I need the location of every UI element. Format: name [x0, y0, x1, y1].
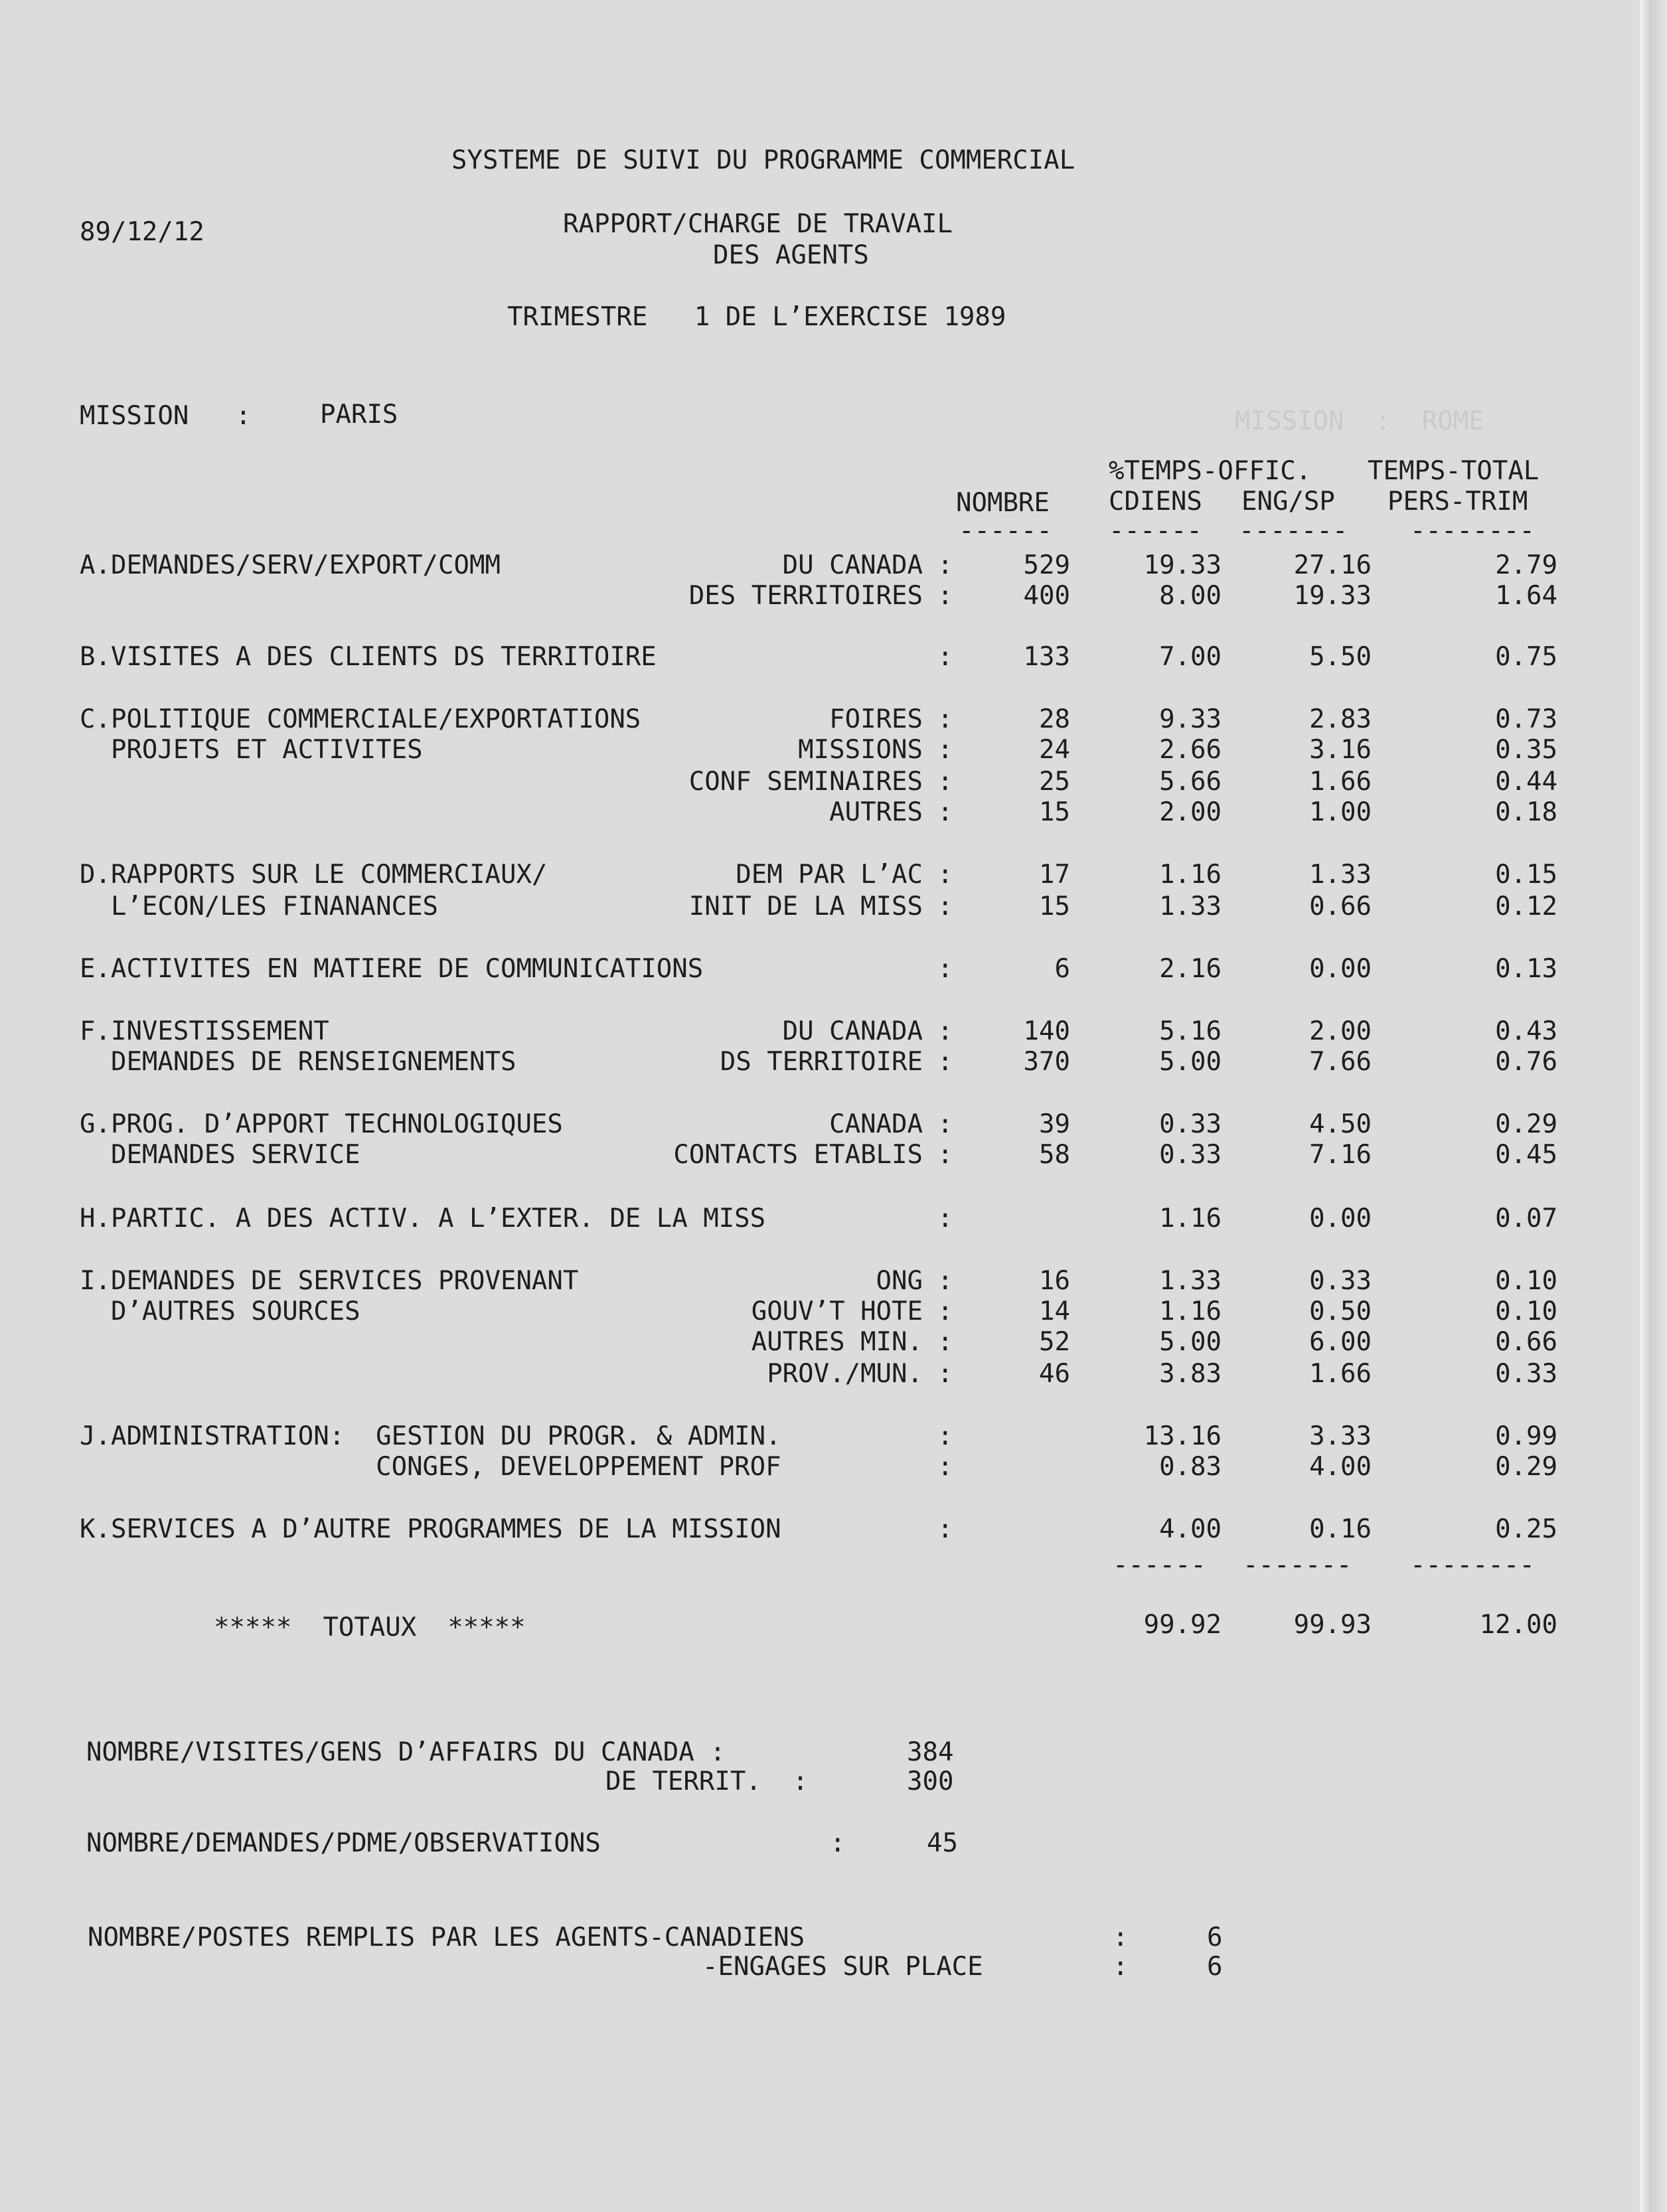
- row-colon: :: [937, 1047, 953, 1077]
- mission-value: PARIS: [320, 400, 398, 430]
- row-main-label: CONGES, DEVELOPPEMENT PROF: [80, 1452, 781, 1482]
- row-pers: 0.44: [1495, 767, 1557, 797]
- row-colon: :: [937, 642, 953, 672]
- row-colon: :: [937, 1327, 953, 1357]
- row-main-label: C.POLITIQUE COMMERCIALE/EXPORTATIONS: [80, 704, 641, 734]
- row-sub-label: CONTACTS ETABLIS: [673, 1140, 923, 1170]
- row-nombre: 17: [1039, 860, 1070, 890]
- row-pers: 1.64: [1495, 581, 1557, 611]
- row-cdiens: 2.00: [1159, 797, 1222, 827]
- row-sub-label: AUTRES MIN.: [751, 1327, 923, 1357]
- row-cdiens: 4.00: [1159, 1514, 1222, 1544]
- row-pers: 0.45: [1495, 1140, 1557, 1170]
- totals-cdiens: 99.92: [1143, 1610, 1222, 1640]
- visits-label-canada: NOMBRE/VISITES/GENS D’AFFAIRS DU CANADA :: [86, 1737, 726, 1767]
- column-header-nombre: NOMBRE: [956, 488, 1050, 518]
- row-engsp: 27.16: [1293, 550, 1372, 580]
- row-nombre: 46: [1039, 1359, 1070, 1389]
- row-nombre: 133: [1023, 642, 1070, 672]
- totals-rule-cdiens: ------: [1113, 1550, 1206, 1580]
- column-header-engsp: ENG/SP: [1241, 487, 1335, 516]
- row-nombre: 140: [1023, 1016, 1070, 1046]
- row-pers: 0.07: [1495, 1204, 1557, 1233]
- row-sub-label: ONG: [876, 1266, 923, 1296]
- row-pers: 0.10: [1495, 1266, 1557, 1296]
- row-cdiens: 2.66: [1159, 735, 1222, 765]
- row-sub-label: DEM PAR L’AC: [736, 860, 923, 890]
- row-pers: 0.73: [1495, 704, 1557, 734]
- row-nombre: 39: [1039, 1109, 1070, 1139]
- row-cdiens: 1.33: [1159, 892, 1222, 921]
- row-sub-label: GOUV’T HOTE: [751, 1297, 923, 1326]
- row-engsp: 7.66: [1309, 1047, 1372, 1077]
- row-pers: 0.35: [1495, 735, 1557, 765]
- totals-rule-pers: --------: [1410, 1550, 1535, 1580]
- demandes-value: 45: [927, 1828, 958, 1858]
- row-colon: :: [937, 704, 953, 734]
- row-main-label: G.PROG. D’APPORT TECHNOLOGIQUES: [80, 1109, 563, 1139]
- row-engsp: 1.00: [1309, 797, 1372, 827]
- row-main-label: K.SERVICES A D’AUTRE PROGRAMMES DE LA MISSION: [80, 1514, 781, 1544]
- row-engsp: 1.66: [1309, 1359, 1372, 1389]
- row-sub-label: PROV./MUN.: [767, 1359, 923, 1389]
- row-engsp: 19.33: [1293, 581, 1372, 611]
- column-header-pct: %TEMPS-OFFIC.: [1109, 456, 1312, 486]
- column-rule-pers: --------: [1410, 516, 1535, 546]
- row-main-label: D.RAPPORTS SUR LE COMMERCIAUX/: [80, 860, 548, 890]
- totals-pers: 12.00: [1479, 1610, 1557, 1640]
- row-pers: 0.13: [1495, 954, 1557, 984]
- row-engsp: 0.16: [1309, 1514, 1372, 1544]
- row-pers: 0.25: [1495, 1514, 1557, 1544]
- row-engsp: 3.16: [1309, 735, 1372, 765]
- row-engsp: 4.00: [1309, 1452, 1372, 1482]
- row-cdiens: 1.16: [1159, 1204, 1222, 1233]
- row-sub-label: AUTRES: [829, 797, 923, 827]
- row-nombre: 24: [1039, 735, 1070, 765]
- row-colon: :: [937, 581, 953, 611]
- report-period: TRIMESTRE 1 DE L’EXERCISE 1989: [507, 302, 1006, 332]
- column-rule-engsp: -------: [1239, 516, 1348, 546]
- row-pers: 0.29: [1495, 1109, 1557, 1139]
- postes-value-canadiens: 6: [1207, 1923, 1223, 1952]
- row-colon: :: [937, 1016, 953, 1046]
- row-sub-label: INIT DE LA MISS: [688, 892, 923, 921]
- row-engsp: 3.33: [1309, 1421, 1372, 1451]
- row-main-label: B.VISITES A DES CLIENTS DS TERRITOIRE: [80, 642, 657, 672]
- row-nombre: 16: [1039, 1266, 1070, 1296]
- row-engsp: 1.66: [1309, 767, 1372, 797]
- row-sub-label: MISSIONS: [798, 735, 923, 765]
- totals-rule-engsp: -------: [1243, 1550, 1352, 1580]
- row-main-label: D’AUTRES SOURCES: [80, 1297, 360, 1326]
- column-header-cdiens: CDIENS: [1109, 487, 1202, 516]
- demandes-colon: :: [830, 1828, 846, 1858]
- row-engsp: 5.50: [1309, 642, 1372, 672]
- row-engsp: 6.00: [1309, 1327, 1372, 1357]
- row-main-label: DEMANDES SERVICE: [80, 1140, 360, 1170]
- row-cdiens: 9.33: [1159, 704, 1222, 734]
- row-cdiens: 13.16: [1143, 1421, 1222, 1451]
- postes-colon-1: :: [1113, 1923, 1129, 1952]
- column-rule-nombre: ------: [959, 516, 1052, 546]
- row-nombre: 28: [1039, 704, 1070, 734]
- row-main-label: J.ADMINISTRATION: GESTION DU PROGR. & ADMIN.: [80, 1421, 781, 1451]
- demandes-label: NOMBRE/DEMANDES/PDME/OBSERVATIONS: [86, 1828, 601, 1858]
- row-sub-label: DES TERRITOIRES: [688, 581, 923, 611]
- report-title-line-2: DES AGENTS: [713, 240, 869, 270]
- row-sub-label: DU CANADA: [782, 550, 923, 580]
- row-sub-label: DU CANADA: [782, 1016, 923, 1046]
- postes-colon-2: :: [1113, 1952, 1129, 1982]
- row-sub-label: CONF SEMINAIRES: [688, 767, 923, 797]
- show-through-text: MISSION : ROME: [1235, 406, 1484, 436]
- row-colon: :: [937, 892, 953, 921]
- row-main-label: L’ECON/LES FINANANCES: [80, 892, 439, 921]
- row-colon: :: [937, 797, 953, 827]
- row-engsp: 0.50: [1309, 1297, 1372, 1326]
- row-cdiens: 5.00: [1159, 1327, 1222, 1357]
- visits-value-canada: 384: [907, 1737, 954, 1767]
- report-date: 89/12/12: [80, 217, 204, 247]
- visits-label-territ: DE TERRIT. :: [605, 1767, 809, 1796]
- row-pers: 0.29: [1495, 1452, 1557, 1482]
- row-nombre: 25: [1039, 767, 1070, 797]
- row-colon: :: [937, 1140, 953, 1170]
- row-main-label: H.PARTIC. A DES ACTIV. A L’EXTER. DE LA MISS: [80, 1204, 766, 1233]
- row-cdiens: 0.83: [1159, 1452, 1222, 1482]
- row-cdiens: 3.83: [1159, 1359, 1222, 1389]
- row-colon: :: [937, 860, 953, 890]
- row-colon: :: [937, 550, 953, 580]
- row-main-label: PROJETS ET ACTIVITES: [80, 735, 423, 765]
- row-nombre: 52: [1039, 1327, 1070, 1357]
- row-engsp: 0.00: [1309, 954, 1372, 984]
- row-nombre: 529: [1023, 550, 1070, 580]
- row-cdiens: 19.33: [1143, 550, 1222, 580]
- row-nombre: 370: [1023, 1047, 1070, 1077]
- totals-label: ***** TOTAUX *****: [214, 1613, 526, 1642]
- row-nombre: 14: [1039, 1297, 1070, 1326]
- row-pers: 0.75: [1495, 642, 1557, 672]
- row-engsp: 2.00: [1309, 1016, 1372, 1046]
- row-colon: :: [937, 1297, 953, 1326]
- row-cdiens: 1.33: [1159, 1266, 1222, 1296]
- row-cdiens: 1.16: [1159, 1297, 1222, 1326]
- row-pers: 0.99: [1495, 1421, 1557, 1451]
- system-title: SYSTEME DE SUIVI DU PROGRAMME COMMERCIAL: [451, 145, 1075, 175]
- row-cdiens: 0.33: [1159, 1140, 1222, 1170]
- row-colon: :: [937, 954, 953, 984]
- row-colon: :: [937, 1514, 953, 1544]
- row-main-label: A.DEMANDES/SERV/EXPORT/COMM: [80, 550, 501, 580]
- row-pers: 0.43: [1495, 1016, 1557, 1046]
- postes-label-canadiens: NOMBRE/POSTES REMPLIS PAR LES AGENTS-CANADIENS: [88, 1923, 805, 1952]
- visits-value-territ: 300: [907, 1767, 954, 1796]
- row-engsp: 0.66: [1309, 892, 1372, 921]
- mission-label: MISSION :: [80, 401, 252, 431]
- row-nombre: 15: [1039, 892, 1070, 921]
- row-colon: :: [937, 735, 953, 765]
- row-cdiens: 5.00: [1159, 1047, 1222, 1077]
- row-engsp: 2.83: [1309, 704, 1372, 734]
- row-main-label: DEMANDES DE RENSEIGNEMENTS: [80, 1047, 516, 1077]
- row-pers: 0.15: [1495, 860, 1557, 890]
- row-nombre: 6: [1054, 954, 1070, 984]
- row-colon: :: [937, 1359, 953, 1389]
- row-pers: 0.33: [1495, 1359, 1557, 1389]
- row-cdiens: 2.16: [1159, 954, 1222, 984]
- row-engsp: 1.33: [1309, 860, 1372, 890]
- row-colon: :: [937, 1109, 953, 1139]
- column-header-pers: PERS-TRIM: [1388, 487, 1528, 516]
- row-engsp: 0.00: [1309, 1204, 1372, 1233]
- row-cdiens: 0.33: [1159, 1109, 1222, 1139]
- postes-value-place: 6: [1207, 1952, 1223, 1982]
- row-nombre: 15: [1039, 797, 1070, 827]
- row-pers: 0.66: [1495, 1327, 1557, 1357]
- postes-label-place: -ENGAGES SUR PLACE: [702, 1952, 983, 1982]
- row-engsp: 0.33: [1309, 1266, 1372, 1296]
- row-sub-label: FOIRES: [829, 704, 923, 734]
- row-nombre: 58: [1039, 1140, 1070, 1170]
- row-colon: :: [937, 1204, 953, 1233]
- row-pers: 2.79: [1495, 550, 1557, 580]
- column-rule-cdiens: ------: [1109, 516, 1202, 546]
- row-pers: 0.12: [1495, 892, 1557, 921]
- row-cdiens: 7.00: [1159, 642, 1222, 672]
- column-header-total: TEMPS-TOTAL: [1368, 456, 1540, 486]
- row-cdiens: 1.16: [1159, 860, 1222, 890]
- totals-engsp: 99.93: [1293, 1610, 1372, 1640]
- row-nombre: 400: [1023, 581, 1070, 611]
- row-cdiens: 8.00: [1159, 581, 1222, 611]
- row-colon: :: [937, 1452, 953, 1482]
- row-pers: 0.76: [1495, 1047, 1557, 1077]
- row-pers: 0.10: [1495, 1297, 1557, 1326]
- row-pers: 0.18: [1495, 797, 1557, 827]
- report-title-line-1: RAPPORT/CHARGE DE TRAVAIL: [563, 209, 953, 239]
- row-engsp: 7.16: [1309, 1140, 1372, 1170]
- row-engsp: 4.50: [1309, 1109, 1372, 1139]
- row-main-label: E.ACTIVITES EN MATIERE DE COMMUNICATIONS: [80, 954, 704, 984]
- row-colon: :: [937, 1421, 953, 1451]
- row-colon: :: [937, 1266, 953, 1296]
- row-sub-label: CANADA: [829, 1109, 923, 1139]
- page-edge: [1640, 0, 1667, 2212]
- row-colon: :: [937, 767, 953, 797]
- row-cdiens: 5.16: [1159, 1016, 1222, 1046]
- row-main-label: I.DEMANDES DE SERVICES PROVENANT: [80, 1266, 579, 1296]
- row-sub-label: DS TERRITOIRE: [720, 1047, 923, 1077]
- row-main-label: F.INVESTISSEMENT: [80, 1016, 329, 1046]
- row-cdiens: 5.66: [1159, 767, 1222, 797]
